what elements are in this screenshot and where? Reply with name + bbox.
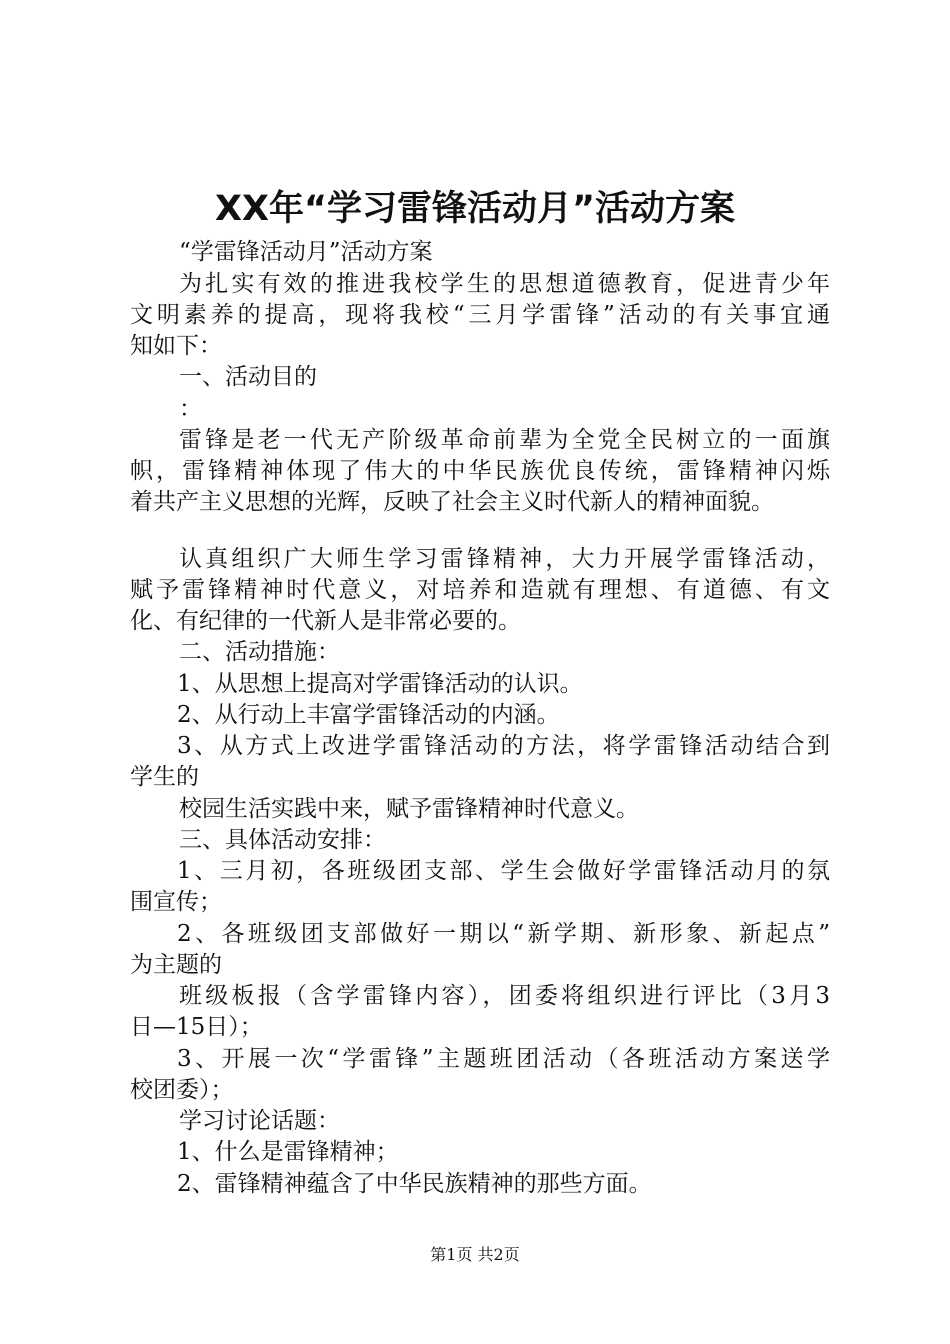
paragraph-line: 化、有纪律的一代新人是非常必要的。 bbox=[130, 608, 521, 634]
paragraph-line: 雷锋是老一代无产阶级革命前辈为全党全民树立的一面旗 bbox=[179, 427, 830, 453]
paragraph-line: 班级板报（含学雷锋内容），团委将组织进行评比（3月3 bbox=[179, 983, 830, 1009]
paragraph-line: 帜，雷锋精神体现了伟大的中华民族优良传统，雷锋精神闪烁 bbox=[130, 458, 830, 484]
paragraph-line: 知如下： bbox=[130, 333, 222, 359]
list-item: 1、什么是雷锋精神； bbox=[177, 1139, 399, 1165]
paragraph-line: ： bbox=[179, 396, 202, 422]
section-heading: 三、具体活动安排： bbox=[179, 827, 386, 853]
list-item: 2、雷锋精神蕴含了中华民族精神的那些方面。 bbox=[177, 1171, 652, 1197]
paragraph-line: 赋予雷锋精神时代意义，对培养和造就有理想、有道德、有文 bbox=[130, 577, 830, 603]
list-item: 3、开展一次“学雷锋”主题班团活动（各班活动方案送学 bbox=[177, 1046, 830, 1072]
paragraph-line: 为扎实有效的推进我校学生的思想道德教育，促进青少年 bbox=[179, 271, 830, 297]
paragraph-line: 认真组织广大师生学习雷锋精神，大力开展学雷锋活动， bbox=[179, 546, 830, 572]
list-item: 2、从行动上丰富学雷锋活动的内涵。 bbox=[177, 702, 560, 728]
paragraph-line: 校园生活实践中来，赋予雷锋精神时代意义。 bbox=[179, 796, 639, 822]
paragraph-line: 文明素养的提高，现将我校“三月学雷锋”活动的有关事宜通 bbox=[130, 302, 830, 328]
page-number: 第1页 共2页 bbox=[430, 1245, 520, 1264]
document-title: XX年“学习雷锋活动月”活动方案 bbox=[215, 189, 735, 229]
paragraph-line: 着共产主义思想的光辉，反映了社会主义时代新人的精神面貌。 bbox=[130, 489, 774, 515]
section-heading: 学习讨论话题： bbox=[179, 1108, 340, 1134]
subtitle-line: “学雷锋活动月”活动方案 bbox=[179, 239, 433, 265]
section-heading: 二、活动措施： bbox=[179, 639, 340, 665]
list-item-continued: 校团委）； bbox=[130, 1077, 234, 1103]
list-item: 3、从方式上改进学雷锋活动的方法，将学雷锋活动结合到 bbox=[177, 733, 830, 759]
paragraph-line: 日—15日）； bbox=[130, 1014, 263, 1040]
list-item-continued: 学生的 bbox=[130, 764, 199, 790]
list-item: 1、三月初，各班级团支部、学生会做好学雷锋活动月的氛 bbox=[177, 858, 830, 884]
list-item: 1、从思想上提高对学雷锋活动的认识。 bbox=[177, 671, 583, 697]
section-heading: 一、活动目的 bbox=[179, 364, 317, 390]
list-item-continued: 为主题的 bbox=[130, 952, 222, 978]
list-item: 2、各班级团支部做好一期以“新学期、新形象、新起点” bbox=[177, 921, 830, 947]
list-item-continued: 围宣传； bbox=[130, 889, 222, 915]
